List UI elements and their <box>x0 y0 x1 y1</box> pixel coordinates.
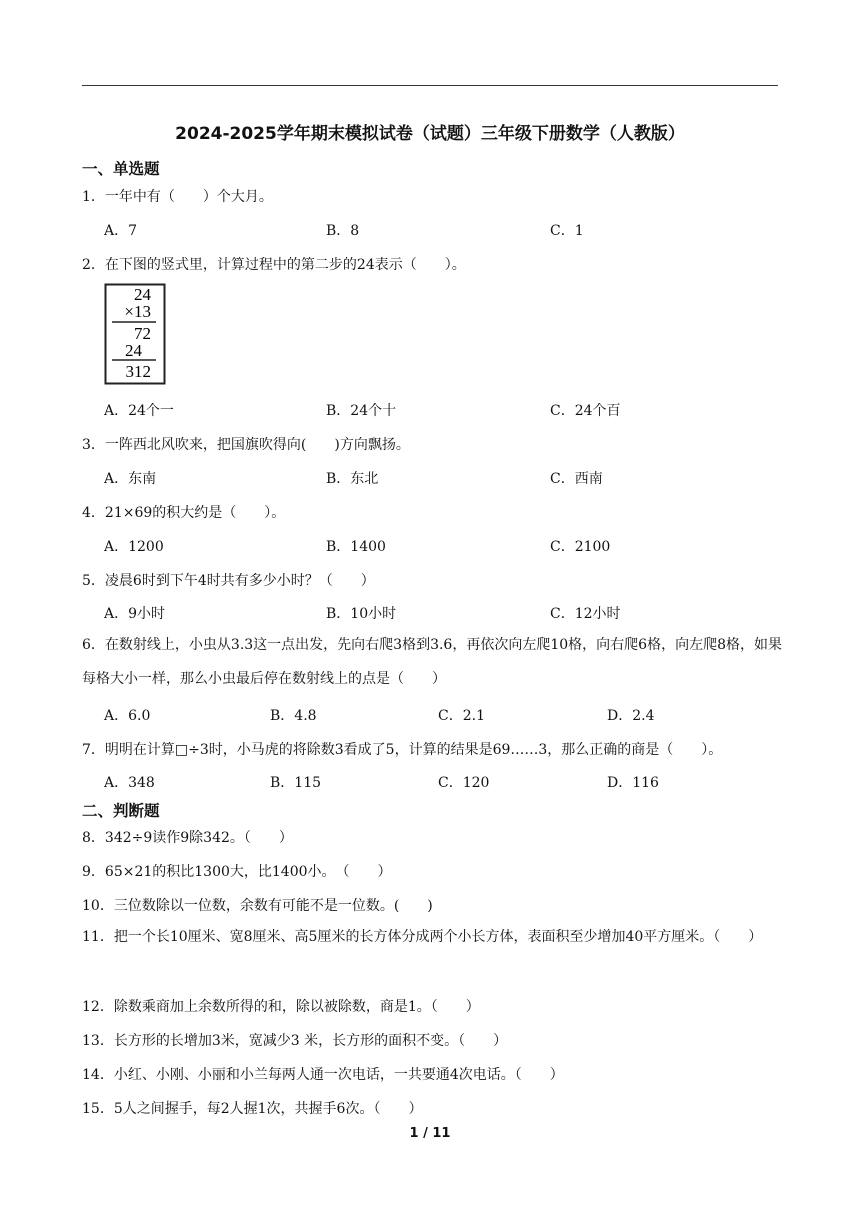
option-4b: B．1400 <box>326 539 386 555</box>
option-7a: A．348 <box>104 775 155 791</box>
question-15: 15．5人之间握手，每2人握1次，共握手6次。（ ） <box>82 1101 423 1117</box>
option-5c: C．12小时 <box>550 606 621 622</box>
option-6d: D．2.4 <box>607 708 655 724</box>
calc-top: 24 <box>134 285 151 304</box>
question-6 <box>82 628 782 696</box>
question-6-text: 6．在数射线上，小虫从3.3这一点出发，先向右爬3格到3.6，再依次向左爬10格，向右爬6格，向左爬8格，如果每格大小一样，那么小虫最后停在数射线上的点是（ ） <box>82 637 782 687</box>
calc-result: 312 <box>125 362 151 381</box>
question-1: 1．一年中有（ ）个大月。 <box>82 189 273 205</box>
calc-step2: 24 <box>125 341 142 360</box>
question-10: 10．三位数除以一位数，余数有可能不是一位数。( ) <box>82 898 433 914</box>
option-6a: A．6.0 <box>104 708 151 724</box>
page-title: 2024-2025学年期末模拟试卷（试题）三年级下册数学（人教版） <box>175 124 685 144</box>
option-3b: B．东北 <box>326 471 379 487</box>
calc-multiplier: ×13 <box>124 302 151 321</box>
option-2a: A．24个一 <box>104 403 174 419</box>
question-5: 5．凌晨6时到下午4时共有多少小时？（ ） <box>82 573 375 589</box>
option-7b: B．115 <box>270 775 322 791</box>
question-14: 14．小红、小刚、小丽和小兰每两人通一次电话，一共要通4次电话。（ ） <box>82 1067 564 1083</box>
option-1b: B．8 <box>326 223 360 239</box>
option-6b: B．4.8 <box>270 708 317 724</box>
question-11-text: 11．把一个长10厘米、宽8厘米、高5厘米的长方体分成两个小长方体，表面积至少增加40平方厘米。（ ） <box>82 929 763 945</box>
option-5b: B．10小时 <box>326 606 397 622</box>
question-8: 8．342÷9读作9除342。（ ） <box>82 830 293 846</box>
page-number: 1 / 11 <box>409 1126 451 1141</box>
option-4a: A．1200 <box>104 539 164 555</box>
question-11 <box>82 920 782 954</box>
section-single-choice: 一、单选题 <box>82 160 160 178</box>
option-7d: D．116 <box>607 775 659 791</box>
question-12: 12．除数乘商加上余数所得的和，除以被除数，商是1。（ ） <box>82 999 480 1015</box>
option-3a: A．东南 <box>104 471 157 487</box>
vertical-multiplication-figure <box>104 283 166 385</box>
option-5a: A．9小时 <box>104 606 166 622</box>
option-2b: B．24个十 <box>326 403 397 419</box>
question-2: 2．在下图的竖式里，计算过程中的第二步的24表示（ ）。 <box>82 257 466 273</box>
option-1c: C．1 <box>550 223 584 239</box>
option-4c: C．2100 <box>550 539 611 555</box>
option-7c: C．120 <box>438 775 490 791</box>
section-true-false: 二、判断题 <box>82 802 160 820</box>
question-9: 9．65×21的积比1300大，比1400小。 （ ） <box>82 864 392 880</box>
header-rule <box>82 85 778 86</box>
calc-step1: 72 <box>134 324 151 343</box>
question-13: 13．长方形的长增加3米，宽减少3 米，长方形的面积不变。（ ） <box>82 1033 508 1049</box>
question-3: 3．一阵西北风吹来，把国旗吹得向( )方向飘扬。 <box>82 437 410 453</box>
question-4: 4．21×69的积大约是（ ）。 <box>82 505 286 521</box>
question-7: 7．明明在计算□÷3时，小马虎的将除数3看成了5，计算的结果是69……3，那么正确的商是（ ）。 <box>82 742 723 758</box>
option-2c: C．24个百 <box>550 403 621 419</box>
option-3c: C．西南 <box>550 471 603 487</box>
option-6c: C．2.1 <box>438 708 485 724</box>
option-1a: A．7 <box>104 223 138 239</box>
